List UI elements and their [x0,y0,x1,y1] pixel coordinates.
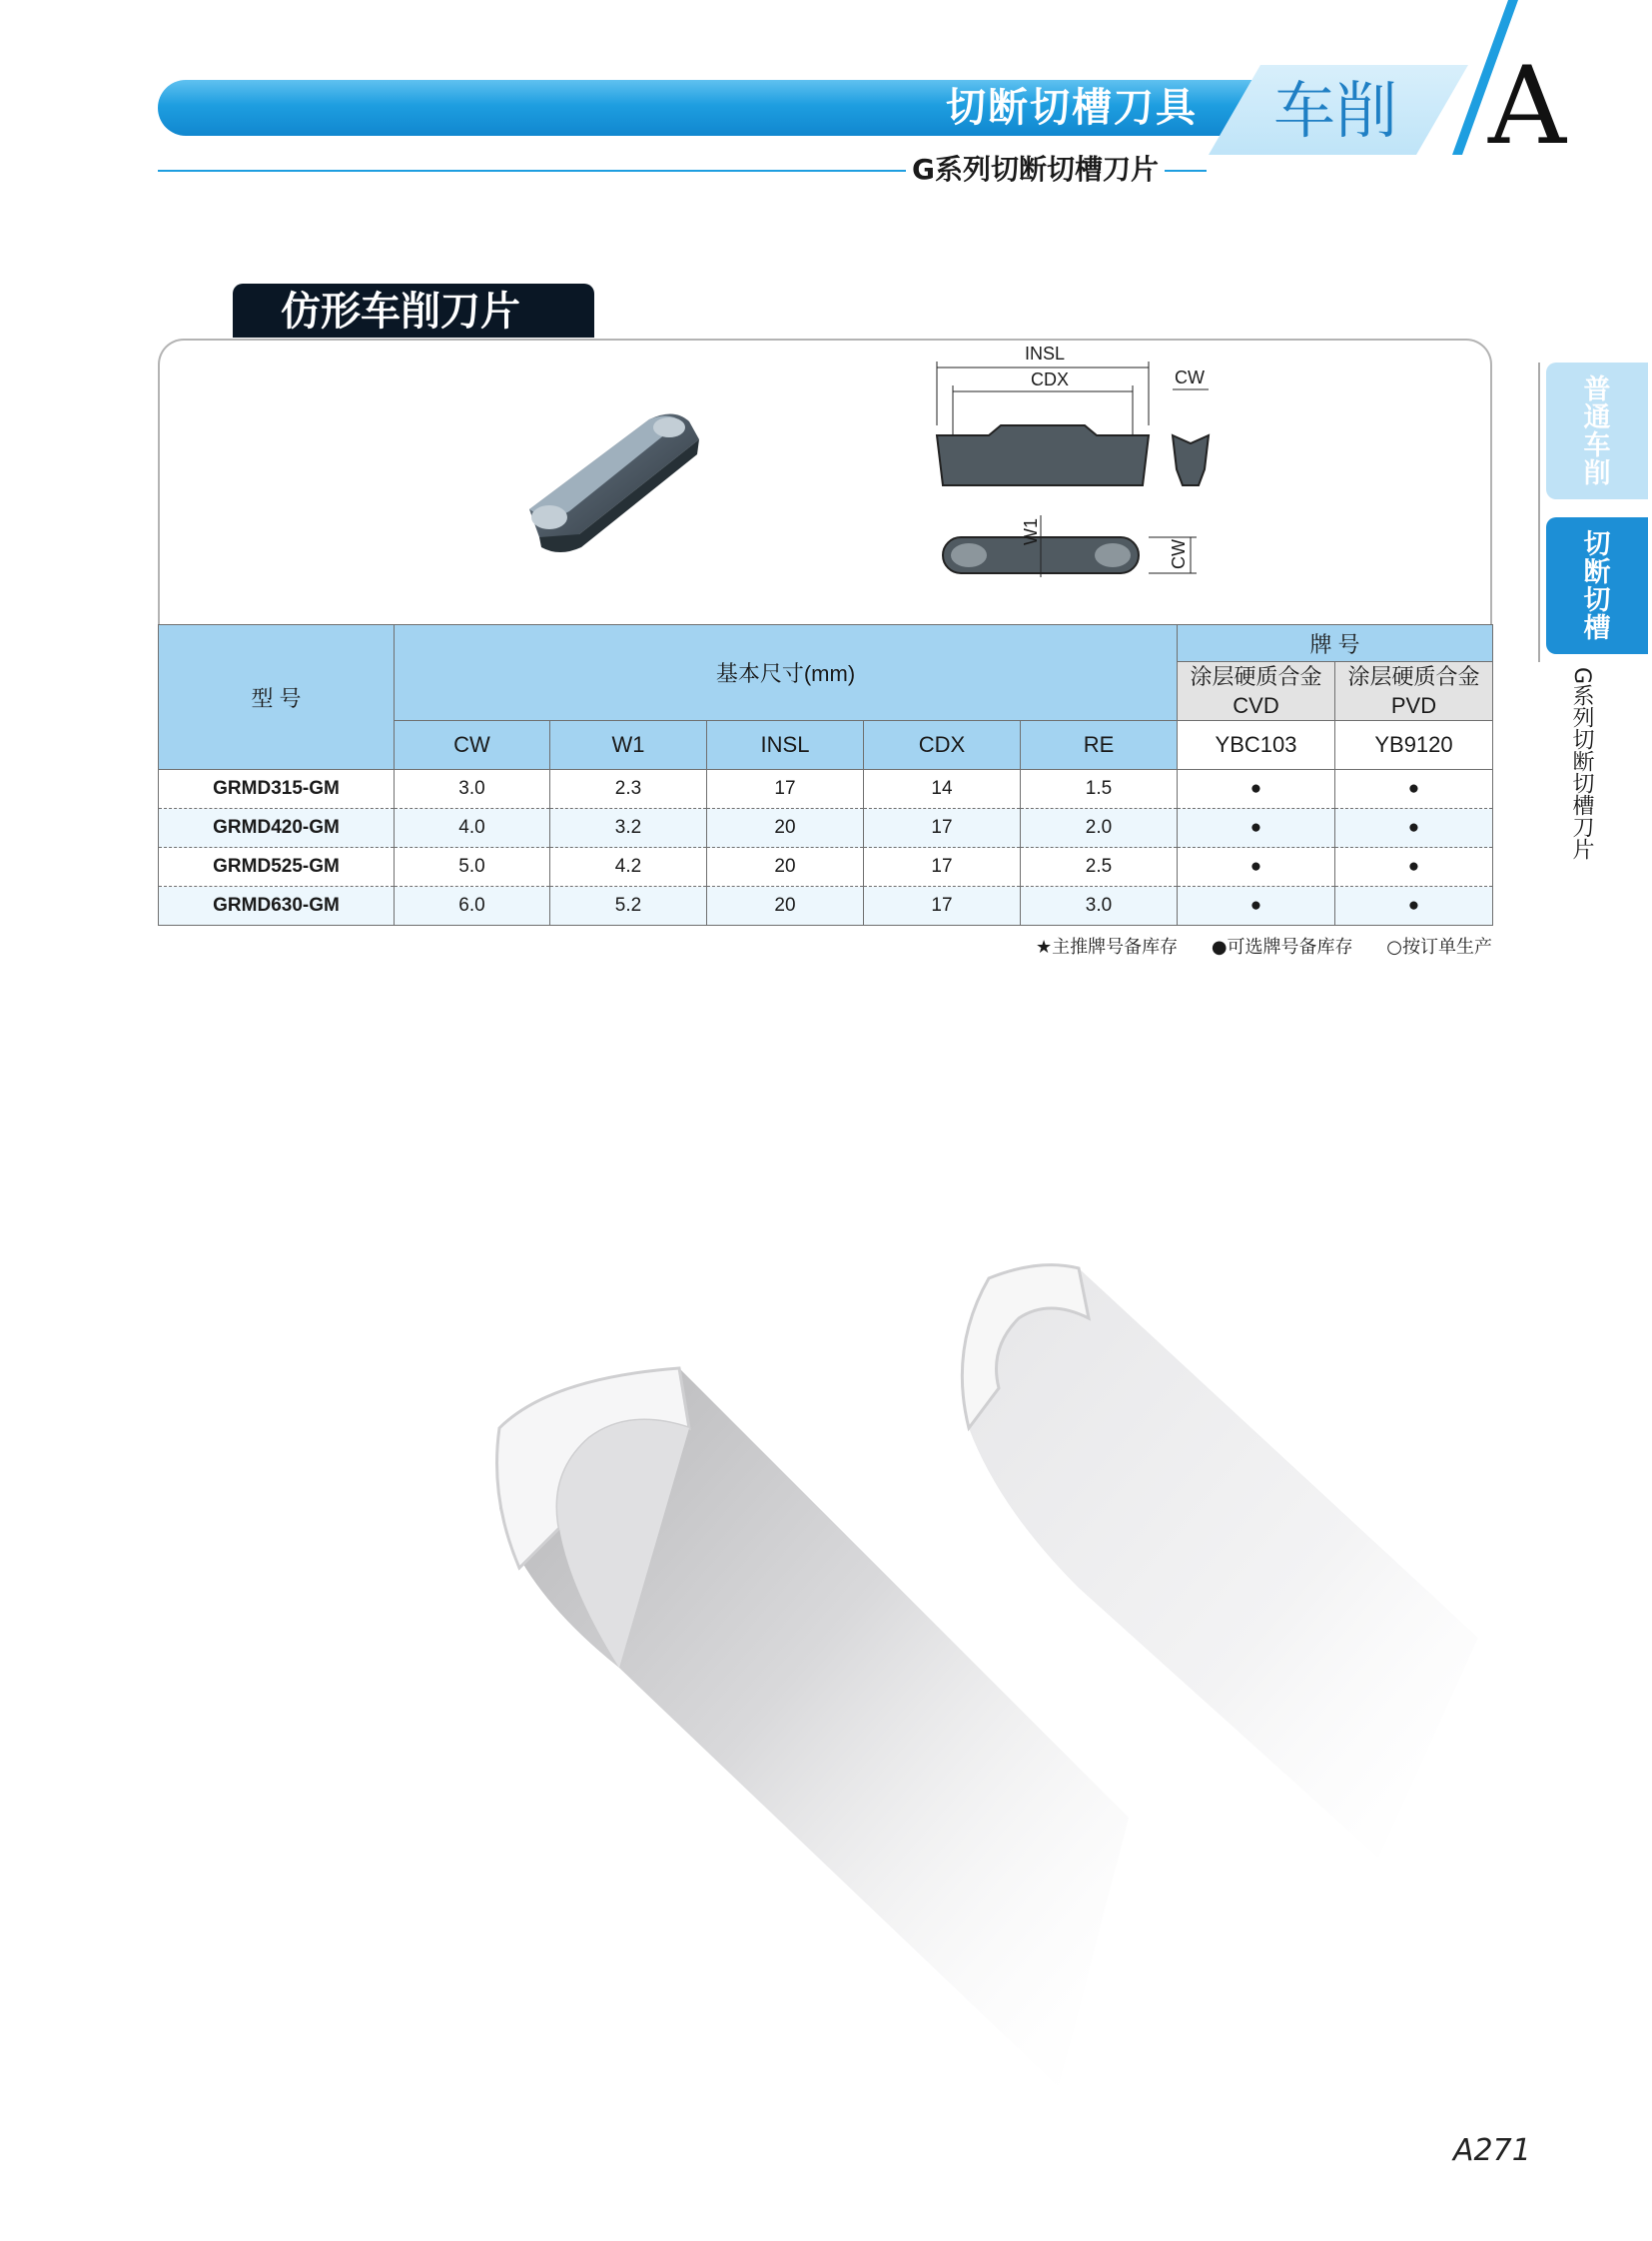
legend-dot: ●可选牌号备库存 [1211,937,1353,958]
cell-cdx: 17 [864,848,1021,887]
cell-model: GRMD420-GM [159,809,395,848]
col-cw: CW [395,721,550,770]
cell-w1: 2.3 [550,770,707,809]
coating-name: 涂层硬质合金 [1347,664,1480,689]
col-re: RE [1021,721,1178,770]
col-insl: INSL [707,721,864,770]
side-nav-line [1538,363,1540,662]
cell-insl: 20 [707,848,864,887]
col-w1: W1 [550,721,707,770]
section-letter: A [1488,44,1566,169]
table-row [159,809,1493,848]
legend-star: ★主推牌号备库存 [1035,937,1179,958]
header-model: 型 号 [159,625,395,770]
cell-grade-yb9120: ● [1335,848,1493,887]
header-coating-cvd [1178,662,1335,721]
page-subtitle: G系列切断切槽刀片 [906,148,1165,192]
drawing-cw2-label: CW [1169,539,1189,569]
cell-cw: 3.0 [395,770,550,809]
col-cdx: CDX [864,721,1021,770]
cell-w1: 5.2 [550,887,707,926]
cell-model: GRMD315-GM [159,770,395,809]
header-coating-pvd [1335,662,1493,721]
table-row [159,848,1493,887]
page-number: A271 [1453,2133,1531,2168]
cell-re: 1.5 [1021,770,1178,809]
cell-w1: 3.2 [550,809,707,848]
drawing-w1-label: W1 [1021,518,1041,545]
cell-cw: 6.0 [395,887,550,926]
col-grade-ybc103: YBC103 [1178,721,1335,770]
header-title: 切断切槽刀具 [946,85,1198,131]
cell-w1: 4.2 [550,848,707,887]
insert-photo [509,399,709,559]
coating-type: CVD [1233,693,1279,718]
cell-re: 2.0 [1021,809,1178,848]
table-row [159,770,1493,809]
cell-grade-yb9120: ● [1335,770,1493,809]
drawing-cw-label: CW [1175,368,1205,387]
coating-type: PVD [1390,693,1437,718]
cell-cw: 5.0 [395,848,550,887]
cell-grade-ybc103: ● [1178,809,1335,848]
side-tab-parting-grooving[interactable] [1546,517,1648,654]
cell-cw: 4.0 [395,809,550,848]
product-render [479,1258,1578,2117]
header-grade: 牌 号 [1178,625,1493,662]
col-grade-yb9120: YB9120 [1335,721,1493,770]
cell-grade-ybc103: ● [1178,887,1335,926]
cell-cdx: 17 [864,887,1021,926]
cell-grade-yb9120: ● [1335,809,1493,848]
cell-cdx: 17 [864,809,1021,848]
cell-insl: 20 [707,809,864,848]
cell-grade-yb9120: ● [1335,887,1493,926]
side-tab-general-turning[interactable] [1546,363,1648,499]
section-heading: 仿形车削刀片 [233,284,594,338]
cell-insl: 20 [707,887,864,926]
header-dimensions: 基本尺寸(mm) [395,625,1178,721]
drawing-insl-label: INSL [1025,344,1066,364]
cell-re: 2.5 [1021,848,1178,887]
image-panel [158,339,1492,624]
cell-re: 3.0 [1021,887,1178,926]
spec-table [158,624,1493,926]
header-tab-label: 车削 [1273,74,1398,147]
legend-circle: ○按订单生产 [1386,937,1492,958]
cell-grade-ybc103: ● [1178,770,1335,809]
cell-grade-ybc103: ● [1178,848,1335,887]
side-caption: G系列切断切槽刀片 [1569,667,1594,861]
coating-name: 涂层硬质合金 [1190,664,1322,689]
cell-cdx: 14 [864,770,1021,809]
legend [1008,933,1492,959]
side-tab-label: 普通车削 [1583,374,1611,489]
table-row [159,887,1493,926]
cell-model: GRMD525-GM [159,848,395,887]
drawing-cdx-label: CDX [1031,370,1070,389]
cell-insl: 17 [707,770,864,809]
dimension-drawing [929,340,1219,599]
cell-model: GRMD630-GM [159,887,395,926]
side-tab-label: 切断切槽 [1583,529,1611,644]
